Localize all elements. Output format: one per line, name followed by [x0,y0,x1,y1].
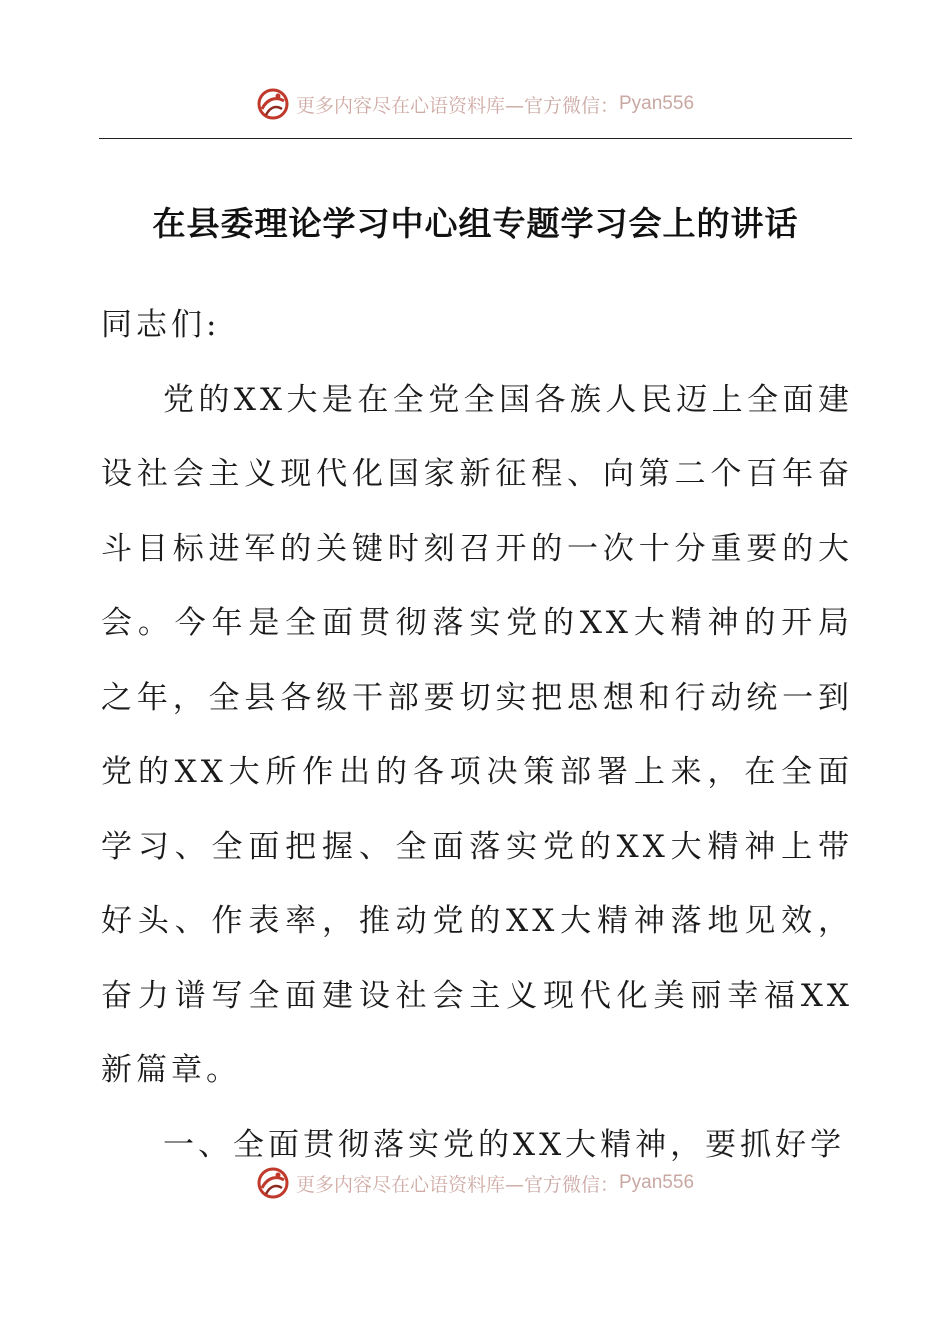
footer-watermark [0,1163,950,1203]
watermark-wechat-id: Pyan556 [619,93,695,114]
section-heading: 一、全面贯彻落实党的XX大精神，要抓好学 [163,1126,846,1163]
header-divider [99,138,852,139]
watermark-wechat-label: —官方微信： [504,94,619,117]
document-title: 在县委理论学习中心组专题学习会上的讲话 [152,204,799,243]
watermark-wechat-id: Pyan556 [619,1172,695,1193]
watermark-wechat-label: —官方微信： [504,1173,619,1196]
watermark-text: 更多内容尽在心语资料库 [295,94,505,117]
red-swirl-logo-icon [256,87,290,121]
red-swirl-logo-icon [256,1166,290,1200]
header-watermark [0,84,950,124]
salutation: 同志们: [101,307,221,343]
paragraph: 党的XX大是在全党全国各族人民迈上全面建设社会主义现代化国家新征程、向第二个百年奋斗目标进军的关键时刻召开的一次十分重要的大会。今年是全面贯彻落实党的XX大精神的开局之年，全县各级干部要切实把思想和行动统一到党的XX大所作出的各项决策部署上来，在全面学习、全面把握、全面落实党的XX大精神上带好头、作表率，推动党的XX大精神落地见效，奋力谱写全面建设社会主义现代化美丽幸福XX新篇章。 [101,381,853,1088]
document-body [101,288,853,1182]
watermark-text: 更多内容尽在心语资料库 [295,1173,505,1196]
